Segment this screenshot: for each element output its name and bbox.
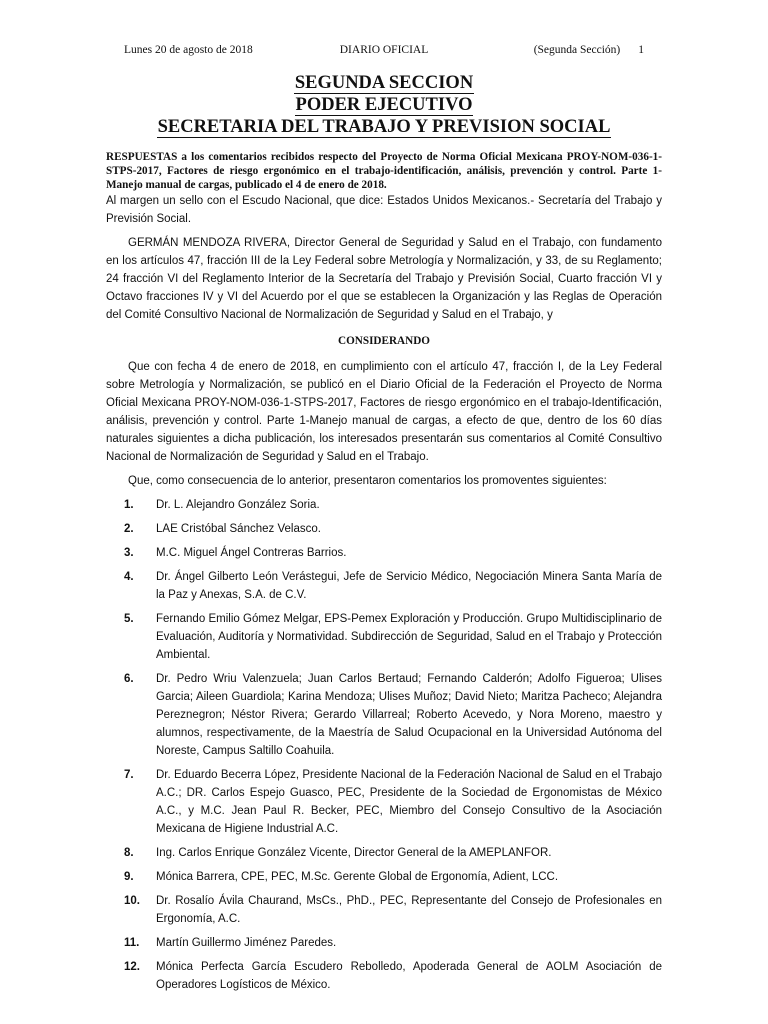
list-item [106,958,662,994]
list-item [106,520,662,538]
list-item-number: 12. [124,961,140,973]
header-section: (Segunda Sección) [533,44,621,56]
list-item-number: 5. [124,613,134,625]
list-item-number: 3. [124,547,134,559]
list-item-number: 9. [124,871,134,883]
header-publication: DIARIO OFICIAL [339,44,429,56]
list-item-text: LAE Cristóbal Sánchez Velasco. [156,523,321,535]
list-item-text: Dr. Eduardo Becerra López, Presidente Nacional de la Federación Nacional de Salud en el Trabajo A.C.; DR. Carlos Espejo Guasco, PEC, Presidente de la Sociedad de Ergonomistas de México A.C., y M.C. Jean Paul R. Becker, PEC, Miembro del Consejo Consultivo de la Asociación Mexicana de Higiene Industrial A.C. [156,769,662,835]
list-item [106,568,662,604]
paragraph-promoventes-intro: Que, como consecuencia de lo anterior, presentaron comentarios los promoventes siguientes: [128,475,607,487]
header-date: Lunes 20 de agosto de 2018 [124,44,253,56]
paragraph-publicacion: Que con fecha 4 de enero de 2018, en cumplimiento con el artículo 47, fracción I, de la Ley Federal sobre Metrología y Normalización, se publicó en el Diario Oficial de la Federación el Proyecto de Norma Oficial Mexicana PROY-NOM-036-1-STPS-2017, Factores de riesgo ergonómico en el trabajo-Identificación, análisis, prevención y control. Parte 1-Manejo manual de cargas, a efecto de que, dentro de los 60 días naturales siguientes a dicha publicación, los interesados presentarán sus comentarios al Comité Consultivo Nacional de Normalización de Seguridad y Salud en el Trabajo. [106,361,662,463]
list-item-text: Mónica Barrera, CPE, PEC, M.Sc. Gerente Global de Ergonomía, Adient, LCC. [156,871,559,883]
list-item-number: 4. [124,571,134,583]
list-item-text: M.C. Miguel Ángel Contreras Barrios. [156,547,347,559]
list-item [106,544,662,562]
list-item [106,670,662,760]
list-item-text: Dr. Ángel Gilberto León Verástegui, Jefe de Servicio Médico, Negociación Minera Santa María de la Paz y Anexas, S.A. de C.V. [156,571,662,601]
promoventes-list [106,496,662,994]
list-item-text: Ing. Carlos Enrique González Vicente, Director General de la AMEPLANFOR. [156,847,552,859]
list-item [106,934,662,952]
page-header [124,44,644,56]
list-item-number: 8. [124,847,134,859]
list-item-text: Mónica Perfecta García Escudero Rebolledo, Apoderada General de AOLM Asociación de Operadores Logísticos de México. [156,961,662,991]
list-item-text: Dr. Pedro Wriu Valenzuela; Juan Carlos Bertaud; Fernando Calderón; Adolfo Figueroa; Ulises Garcia; Aileen Guardiola; Karina Mendoza; Ulises Muñoz; David Nieto; Maritza Pacheco; Alejandra Pereznegron; Néstor Rivera; Gerardo Villarreal; Roberto Acevedo, y Nora Moreno, maestro y alumnos, respectivamente, de la Maestría de Salud Ocupacional en la Universidad Autónoma del Noreste, Campus Saltillo Coahuila. [156,673,662,757]
margin-note: Al margen un sello con el Escudo Nacional, que dice: Estados Unidos Mexicanos.- Secretaría del Trabajo y Previsión Social. [106,195,662,225]
list-item [106,844,662,862]
list-item-text: Dr. L. Alejandro González Soria. [156,499,320,511]
list-item-number: 7. [124,769,134,781]
list-item [106,496,662,514]
paragraph-fundamento: GERMÁN MENDOZA RIVERA, Director General de Seguridad y Salud en el Trabajo, con fundamento en los artículos 47, fracción III de la Ley Federal sobre Metrología y Normalización, y 33, de su Reglamento; 24 fracción VI del Reglamento Interior de la Secretaría del Trabajo y Previsión Social, Cuarto fracción VI y Octavo fracciones IV y VI del Acuerdo por el que se establecen la Organización y las Reglas de Operación del Comité Consultivo Nacional de Normalización de Seguridad y Salud en el Trabajo, y [106,237,662,321]
list-item-number: 2. [124,523,134,535]
list-item-number: 10. [124,895,140,907]
title-secretaria: SECRETARIA DEL TRABAJO Y PREVISION SOCIAL [157,117,611,137]
considerando-heading: CONSIDERANDO [338,335,430,347]
list-item-number: 11. [124,937,140,949]
list-item-text: Martín Guillermo Jiménez Paredes. [156,937,337,949]
list-item [106,766,662,838]
list-item [106,610,662,664]
list-item [106,892,662,928]
list-item-text: Fernando Emilio Gómez Melgar, EPS-Pemex Exploración y Producción. Grupo Multidisciplinario de Evaluación, Auditoría y Normatividad. Subdirección de Seguridad, Salud en el Trabajo y Protección Ambiental. [156,613,662,661]
list-item [106,868,662,886]
list-item-number: 6. [124,673,134,685]
list-item-text: Dr. Rosalío Ávila Chaurand, MsCs., PhD., PEC, Representante del Consejo de Profesionales en Ergonomía, A.C. [156,895,662,925]
header-page-number: 1 [638,44,644,56]
section-titles [0,72,768,138]
document-body [106,150,662,1000]
title-segunda-seccion: SEGUNDA SECCION [294,73,474,93]
list-item-number: 1. [124,499,134,511]
title-poder-ejecutivo: PODER EJECUTIVO [295,95,473,115]
intro-paragraph: RESPUESTAS a los comentarios recibidos respecto del Proyecto de Norma Oficial Mexicana PROY-NOM-036-1-STPS-2017, Factores de riesgo ergonómico en el trabajo-identificación, análisis, prevención y control. Parte 1-Manejo manual de cargas, publicado el 4 de enero de 2018. [106,151,662,191]
